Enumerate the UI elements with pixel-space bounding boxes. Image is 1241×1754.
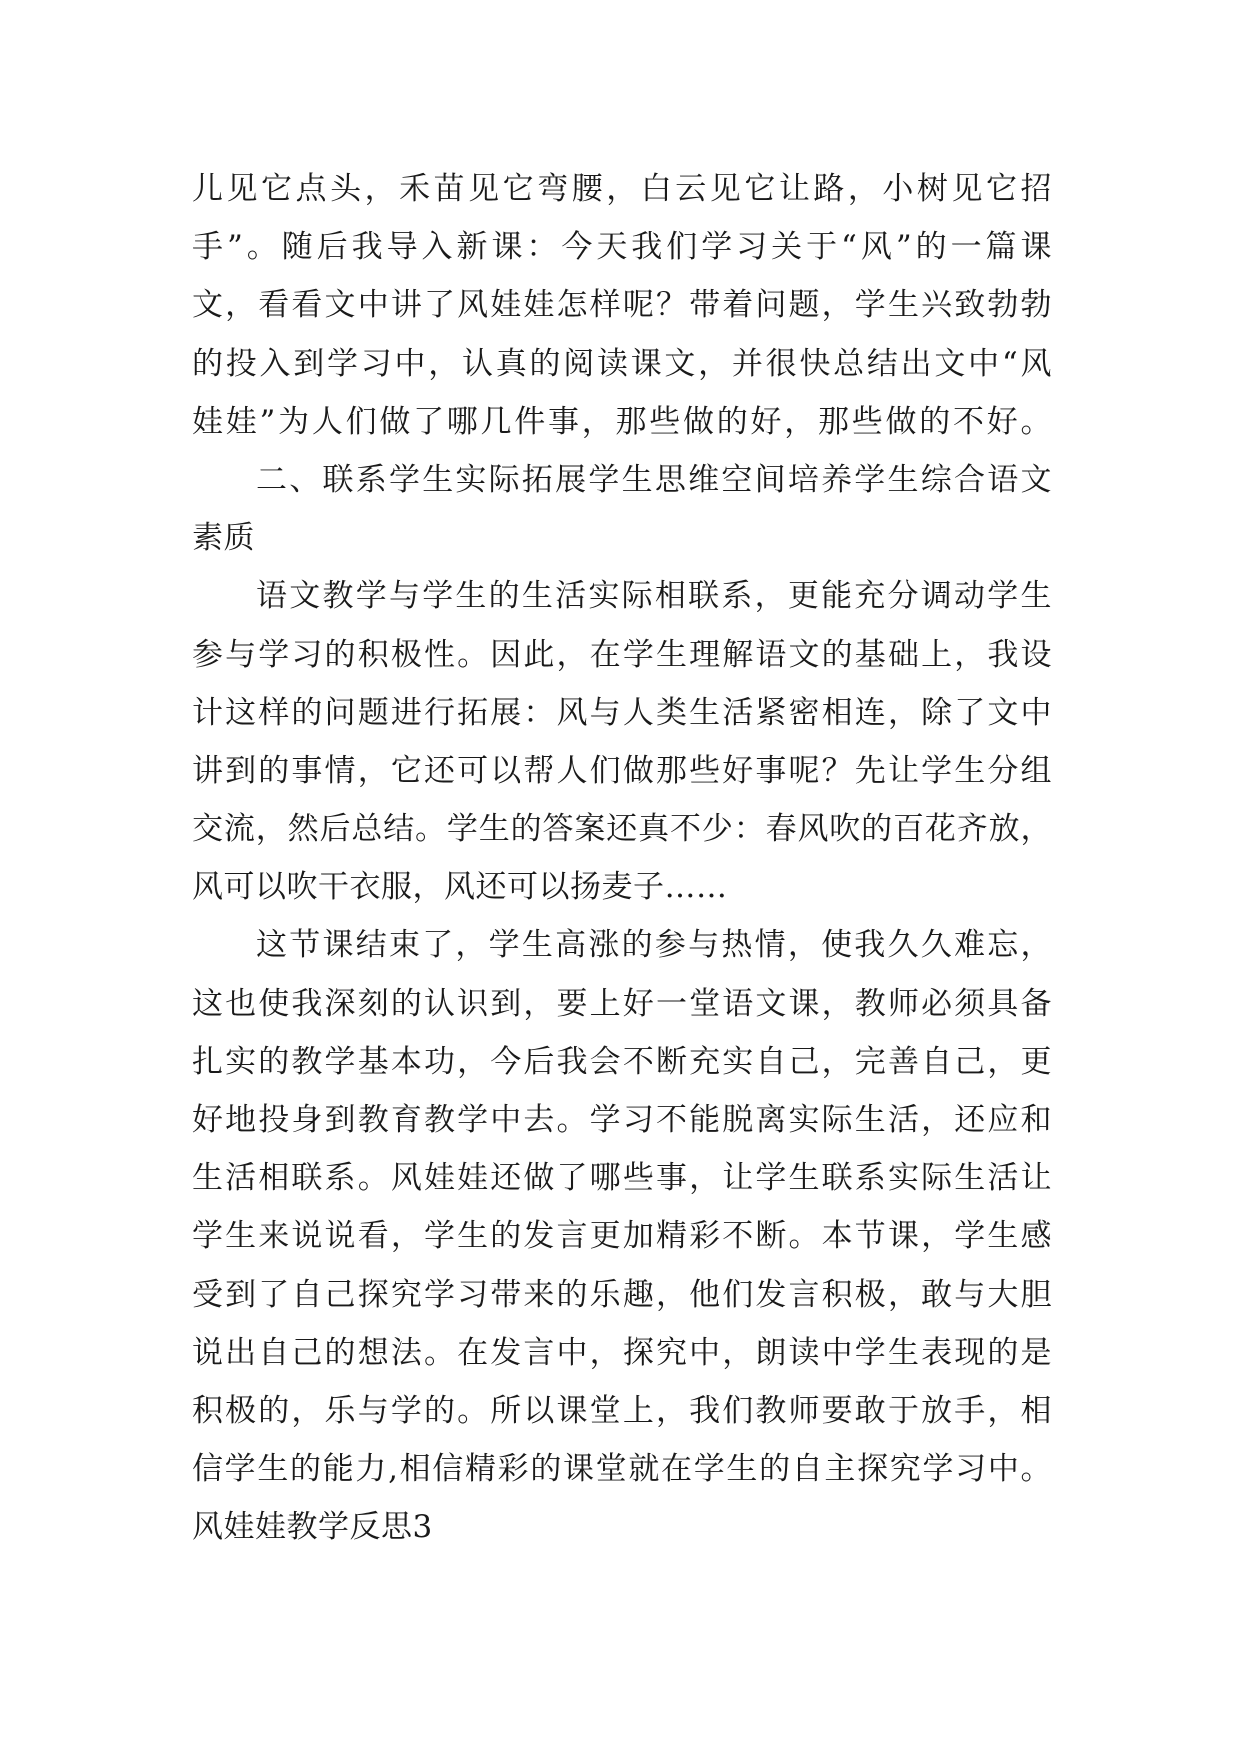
- next-section-title: [192, 1498, 1052, 1556]
- paragraph-extension: [192, 567, 1052, 916]
- paragraph-reflection: [192, 916, 1052, 1498]
- text-line: 儿见它点头，禾苗见它弯腰，白云见它让路，小树见它招: [192, 171, 1052, 207]
- text-line: 计这样的问题进行拓展：风与人类生活紧密相连，除了文中: [192, 694, 1052, 731]
- text-line: 文，看看文中讲了风娃娃怎样呢？带着问题，学生兴致勃勃: [192, 287, 1052, 324]
- text-line: 这也使我深刻的认识到，要上好一堂语文课，教师必须具备: [192, 985, 1052, 1022]
- text-line: 说出自己的想法。在发言中，探究中，朗读中学生表现的是: [192, 1334, 1052, 1371]
- text-line: 好地投身到教育教学中去。学习不能脱离实际生活，还应和: [192, 1102, 1052, 1138]
- text-line: 学生来说说看，学生的发言更加精彩不断。本节课，学生感: [192, 1218, 1052, 1255]
- text-line: 娃娃”为人们做了哪几件事，那些做的好，那些做的不好。: [192, 403, 1052, 440]
- text-line: 参与学习的积极性。因此，在学生理解语文的基础上，我设: [192, 636, 1052, 673]
- text-line: 受到了自己探究学习带来的乐趣，他们发言积极，敢与大胆: [192, 1276, 1052, 1313]
- text-line: 风可以吹干衣服，风还可以扬麦子……: [192, 869, 728, 906]
- text-line: 生活相联系。风娃娃还做了哪些事，让学生联系实际生活让: [192, 1160, 1052, 1197]
- text-line: 语文教学与学生的生活实际相联系，更能充分调动学生: [256, 578, 1052, 615]
- text-line: 风娃娃教学反思3: [192, 1509, 433, 1546]
- text-line: 素质: [192, 520, 255, 557]
- section-heading: [192, 451, 1052, 567]
- text-line: 信学生的能力,相信精彩的课堂就在学生的自主探究学习中。: [192, 1451, 1052, 1488]
- document-body: [192, 160, 1052, 1557]
- text-line: 二、联系学生实际拓展学生思维空间培养学生综合语文: [256, 461, 1052, 498]
- text-line: 讲到的事情，它还可以帮人们做那些好事呢？先让学生分组: [192, 752, 1052, 789]
- text-line: 扎实的教学基本功，今后我会不断充实自己，完善自己，更: [192, 1043, 1052, 1080]
- text-line: 这节课结束了，学生高涨的参与热情，使我久久难忘，: [256, 927, 1052, 964]
- text-line: 的投入到学习中，认真的阅读课文，并很快总结出文中“风: [192, 345, 1052, 382]
- text-line: 积极的，乐与学的。所以课堂上，我们教师要敢于放手，相: [192, 1392, 1052, 1429]
- text-line: 交流，然后总结。学生的答案还真不少：春风吹的百花齐放，: [192, 811, 1052, 848]
- paragraph-intro-continuation: [192, 160, 1052, 451]
- text-line: 手”。随后我导入新课：今天我们学习关于“风”的一篇课: [192, 229, 1052, 266]
